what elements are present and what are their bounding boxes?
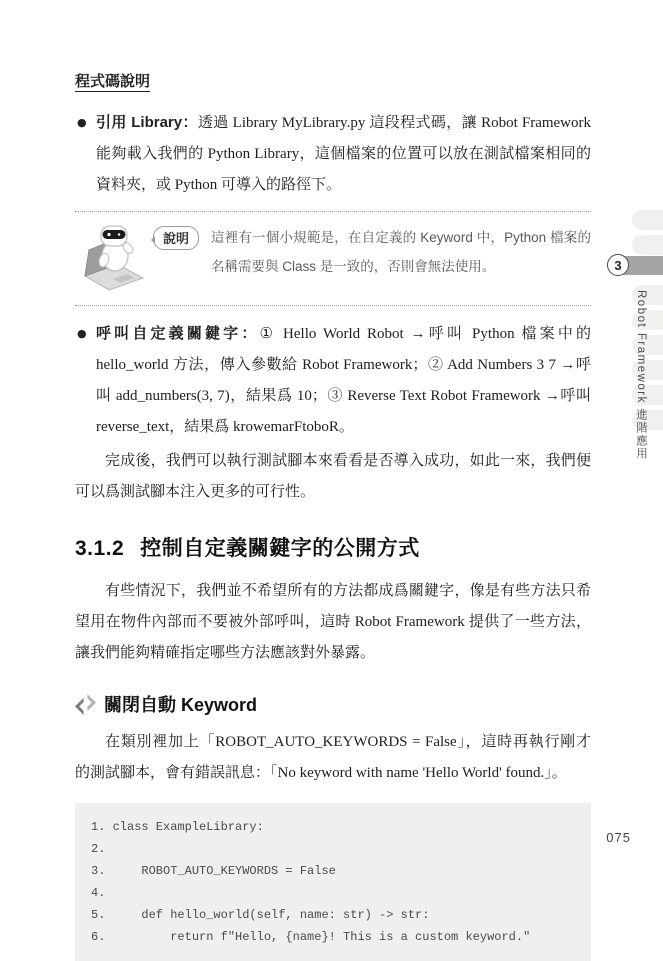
page-content xyxy=(75,70,591,961)
code-line: 2. xyxy=(91,842,106,856)
diamond-arrows-icon xyxy=(75,694,96,715)
code-line: 3. ROBOT_AUTO_KEYWORDS = False xyxy=(91,864,336,878)
code-line: 1. class ExampleLibrary: xyxy=(91,820,264,834)
chapter-title-vertical: Robot Framework 進階應用 xyxy=(635,290,647,461)
bullet-text: ① Hello World Robot →呼叫 Python 檔案中的 hello_world 方法，傳入參數給 Robot Framework；② Add Numbers 3 7 →呼叫 add_numbers(3, 7)，結果爲 10；③ Reverse Text Robot Framework →呼叫 reverse_text，結果爲 krowemarFtoboR。 xyxy=(96,326,591,435)
code-line: 5. def hello_world(self, name: str) -> str: xyxy=(91,908,430,922)
bullet-call-custom-keyword xyxy=(75,318,591,443)
subsection-heading xyxy=(75,691,591,717)
bullet-text: 透過 Library MyLibrary.py 這段程式碼，讓 Robot Framework 能夠載入我們的 Python Library，這個檔案的位置可以放在測試檔案相同的資料夾，或 Python 可導入的路徑下。 xyxy=(96,115,591,193)
code-line: 4. xyxy=(91,886,106,900)
subsection-paragraph: 在類別裡加上「ROBOT_AUTO_KEYWORDS = False」，這時再執行剛才的測試腳本，會有錯誤訊息：「No keyword with name 'Hello World' found.」。 xyxy=(75,734,591,781)
chapter-tab xyxy=(632,210,663,230)
chapter-number-badge: 3 xyxy=(607,254,629,276)
section-title: 控制自定義關鍵字的公開方式 xyxy=(140,537,420,560)
code-line: 6. return f"Hello, {name}! This is a custom keyword." xyxy=(91,930,531,944)
code-block xyxy=(75,803,591,961)
note-text: 這裡有一個小規範是，在自定義的 Keyword 中，Python 檔案的名稱需要與 Class 是一致的，否則會無法使用。 xyxy=(211,230,591,274)
section-number: 3.1.2 xyxy=(75,537,125,560)
page-number: 075 xyxy=(606,830,631,845)
bullet-icon: ● xyxy=(77,327,87,340)
bullet-label: 呼叫自定義關鍵字： xyxy=(96,325,260,342)
subsection-title: 關閉自動 Keyword xyxy=(104,695,258,715)
section-intro-paragraph: 有些情況下，我們並不希望所有的方法都成爲關鍵字，像是有些方法只希望用在物件內部而不要被外部呼叫，這時 Robot Framework 提供了一些方法，讓我們能夠精確指定哪些方法應該對外暴露。 xyxy=(75,583,591,661)
bullet-label: 引用 Library： xyxy=(96,114,198,131)
bullet-import-library xyxy=(75,107,591,201)
note-box xyxy=(75,211,591,306)
chapter-tab xyxy=(632,235,663,255)
section-heading xyxy=(75,532,591,562)
bullet-icon: ● xyxy=(77,116,87,129)
note-badge: 說明 xyxy=(153,226,199,250)
closing-paragraph: 完成後，我們可以執行測試腳本來看看是否導入成功，如此一來，我們便可以爲測試腳本注入更多的可行性。 xyxy=(75,453,591,500)
robot-mascot-icon xyxy=(79,220,151,299)
code-note-heading: 程式碼說明 xyxy=(75,73,151,90)
